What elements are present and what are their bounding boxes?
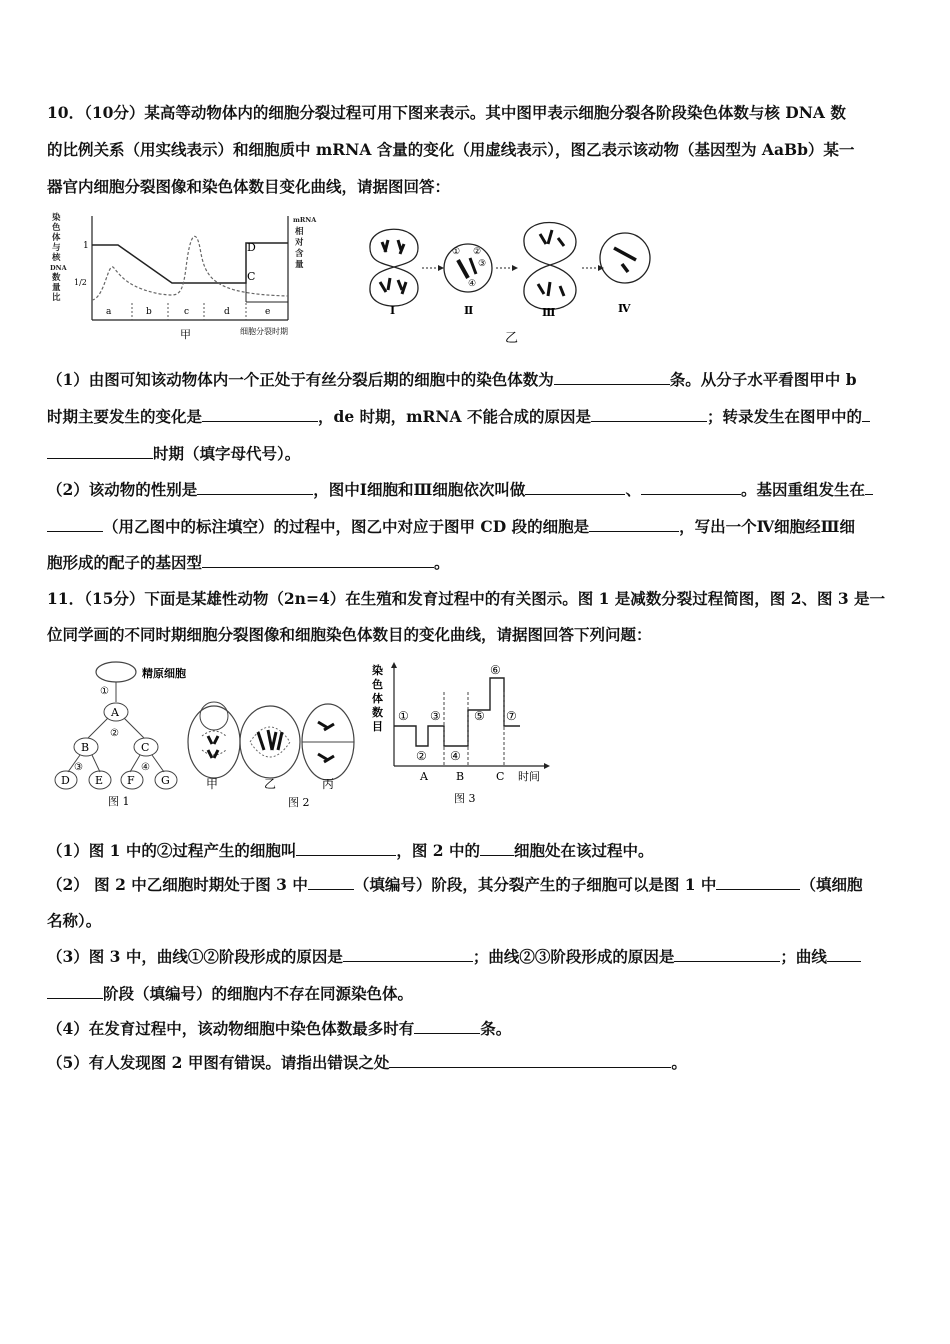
- q10-part1-line3: 时期（填字母代号）。: [47, 444, 300, 464]
- jia-ylabel-char: 体: [52, 233, 61, 243]
- fig1-node: E: [95, 774, 104, 787]
- q11-part2-line2: 名称）。: [47, 911, 102, 930]
- fig3-stage: ⑥: [490, 663, 501, 677]
- q10-part2-line1: （2）该动物的性别是 ，图中Ⅰ细胞和Ⅲ细胞依次叫做 、 。基因重组发生在: [47, 480, 873, 500]
- q10-part1-line2: 时期主要发生的变化是 ，de 时期，mRNA 不能合成的原因是 ；转录发生在图甲中的: [47, 407, 870, 427]
- fig2-caption: 图 2: [288, 796, 310, 809]
- yi-num: ④: [468, 279, 477, 289]
- fig1-step: ①: [100, 686, 109, 697]
- answer-blank[interactable]: [47, 984, 103, 999]
- fig1-node: A: [111, 706, 119, 719]
- q11-part3-line2: 阶段（填编号）的细胞内不存在同源染色体。: [47, 984, 413, 1004]
- q11-part5: （5）有人发现图 2 甲图有错误。请指出错误之处 。: [47, 1053, 687, 1072]
- q10-part1-line1: （1）由图可知该动物体内一个正处于有丝分裂后期的细胞中的染色体数为 条。从分子水平看图甲中 b: [47, 370, 857, 389]
- yi-label: Ⅱ: [464, 304, 474, 317]
- jia-phase: d: [224, 307, 230, 317]
- jia-phase: a: [106, 307, 112, 317]
- yi-label: Ⅳ: [618, 302, 631, 315]
- answer-blank[interactable]: [202, 553, 434, 568]
- jia-yhalf: 1/2: [74, 278, 87, 287]
- answer-blank[interactable]: [591, 407, 707, 422]
- jia-ylabel-char: DNA: [50, 264, 67, 272]
- jia-ylabel-char: 染: [52, 213, 61, 223]
- answer-blank[interactable]: [197, 480, 313, 495]
- fig3-stage: ④: [450, 749, 461, 763]
- answer-blank[interactable]: [674, 947, 780, 962]
- jia-ylabel2-char: 含: [295, 249, 304, 259]
- answer-blank[interactable]: [525, 480, 625, 495]
- fig3-stage: ③: [430, 709, 441, 723]
- fig2-cell-label: 乙: [264, 777, 277, 791]
- yi-caption: 乙: [505, 331, 519, 346]
- yi-num: ③: [478, 259, 487, 269]
- jia-ylabel-char: 核: [52, 253, 61, 263]
- fig2-cell-yi: [240, 706, 300, 778]
- fig3-xtick: C: [496, 770, 505, 783]
- answer-blank[interactable]: [862, 407, 870, 422]
- jia-ylabel2-char: 相: [295, 227, 304, 237]
- fig1-node: G: [161, 774, 170, 787]
- answer-blank[interactable]: [308, 875, 354, 890]
- yi-cell-II: [444, 244, 492, 292]
- fig3-ylabel-char: 体: [372, 692, 383, 705]
- figure-3: [370, 662, 560, 810]
- q11-part3-line1: （3）图 3 中，曲线①②阶段形成的原因是 ；曲线②③阶段形成的原因是 ；曲线: [47, 947, 861, 967]
- jia-ylabel2-char: mRNA: [293, 216, 317, 224]
- jia-ylabel2-char: 量: [295, 260, 304, 270]
- fig3-ylabel-char: 目: [372, 720, 383, 733]
- yi-label: Ⅰ: [390, 304, 396, 317]
- answer-blank[interactable]: [47, 517, 103, 532]
- jia-xlabel: 细胞分裂时期: [240, 327, 288, 336]
- jia-ylabel-char: 比: [52, 293, 61, 303]
- fig2-cell-label: 甲: [206, 777, 219, 791]
- fig1-step: ②: [110, 728, 119, 739]
- yi-num: ②: [473, 247, 482, 257]
- figure-yi: [360, 212, 660, 347]
- answer-blank[interactable]: [589, 517, 679, 532]
- figure-jia: [50, 208, 317, 343]
- fig3-ylabel-char: 数: [372, 706, 383, 719]
- q10-line-1: 10．（10分）某高等动物体内的细胞分裂过程可用下图来表示。其中图甲表示细胞分裂各阶段染色体数与核 DNA 数: [47, 103, 846, 122]
- fig3-xtick: A: [420, 770, 428, 783]
- fig2-cell-label: 丙: [322, 777, 335, 791]
- jia-ylabel-char: 色: [52, 223, 61, 233]
- fig3-stage: ⑤: [474, 709, 485, 723]
- jia-point-d: D: [247, 241, 256, 254]
- fig2-cell-bing: [302, 704, 354, 780]
- q10-part2-line2: （用乙图中的标注填空）的过程中，图乙中对应于图甲 CD 段的细胞是 ，写出一个Ⅳ细胞经Ⅲ细: [47, 517, 855, 537]
- figure-2: [184, 696, 356, 810]
- jia-phase: e: [265, 307, 271, 317]
- fig1-node: D: [61, 774, 70, 787]
- jia-ylabel-char: 数: [52, 273, 61, 283]
- q10-line-2: 的比例关系（用实线表示）和细胞质中 mRNA 含量的变化（用虚线表示），图乙表示该动物（基因型为 AaBb）某一: [47, 140, 855, 159]
- jia-ylabel-char: 与: [52, 243, 61, 253]
- fig1-node: C: [141, 741, 150, 754]
- fig3-xtick: B: [456, 770, 465, 783]
- jia-y1: 1: [83, 241, 89, 251]
- answer-blank[interactable]: [343, 947, 473, 962]
- q11-part1: （1）图 1 中的②过程产生的细胞叫 ，图 2 中的 细胞处在该过程中。: [47, 841, 654, 860]
- q10-line-3: 器官内细胞分裂图像和染色体数目变化曲线，请据图回答：: [47, 177, 451, 196]
- answer-blank[interactable]: [414, 1019, 480, 1034]
- jia-caption: 甲: [180, 328, 191, 341]
- answer-blank[interactable]: [389, 1053, 671, 1068]
- jia-point-c: C: [247, 270, 256, 283]
- q10-part2-line3: 胞形成的配子的基因型 。: [47, 553, 450, 572]
- jia-ylabel-char: 量: [52, 283, 61, 293]
- answer-blank[interactable]: [827, 947, 861, 962]
- fig3-caption: 图 3: [454, 792, 476, 805]
- q11-line-2: 位同学画的不同时期细胞分裂图像和细胞染色体数目的变化曲线，请据图回答下列问题：: [47, 625, 652, 644]
- fig3-stage: ②: [416, 749, 427, 763]
- q11-part2-line1: （2） 图 2 中乙细胞时期处于图 3 中 （填编号）阶段，其分裂产生的子细胞可以是图 1 中 （填细胞: [47, 875, 863, 894]
- fig3-stage: ⑦: [506, 709, 517, 723]
- q11-part4: （4）在发育过程中，该动物细胞中染色体数最多时有 条。: [47, 1019, 512, 1038]
- yi-cell-I: [370, 229, 418, 306]
- figure-1: [48, 660, 190, 810]
- fig3-ylabel-char: 染: [372, 664, 383, 677]
- answer-blank[interactable]: [554, 370, 670, 385]
- jia-ylabel2-char: 对: [295, 238, 304, 248]
- jia-phase: c: [184, 307, 190, 317]
- jia-phase: b: [146, 307, 152, 317]
- answer-blank[interactable]: [480, 841, 514, 856]
- fig1-step: ③: [74, 762, 83, 773]
- fig1-node: F: [127, 774, 135, 787]
- yi-label: Ⅲ: [542, 306, 556, 319]
- yi-cell-IV: [600, 233, 650, 283]
- fig3-stage: ①: [398, 709, 409, 723]
- answer-blank[interactable]: [641, 480, 741, 495]
- fig1-node: B: [81, 741, 90, 754]
- answer-blank[interactable]: [202, 407, 318, 422]
- fig3-ylabel-char: 色: [372, 678, 383, 691]
- yi-cell-III: [524, 223, 576, 310]
- fig2-cell-jia: [188, 702, 240, 778]
- answer-blank[interactable]: [865, 480, 873, 495]
- fig1-step: ④: [141, 762, 150, 773]
- fig1-top-label: 精原细胞: [142, 667, 186, 680]
- answer-blank[interactable]: [296, 841, 396, 856]
- answer-blank[interactable]: [47, 444, 153, 459]
- q11-line-1: 11．（15分）下面是某雄性动物（2n=4）在生殖和发育过程中的有关图示。图 1 是减数分裂过程简图，图 2、图 3 是一: [47, 589, 886, 608]
- fig3-xlabel: 时间: [518, 770, 540, 783]
- answer-blank[interactable]: [716, 875, 800, 890]
- fig1-caption: 图 1: [108, 795, 130, 808]
- yi-num: ①: [452, 247, 461, 257]
